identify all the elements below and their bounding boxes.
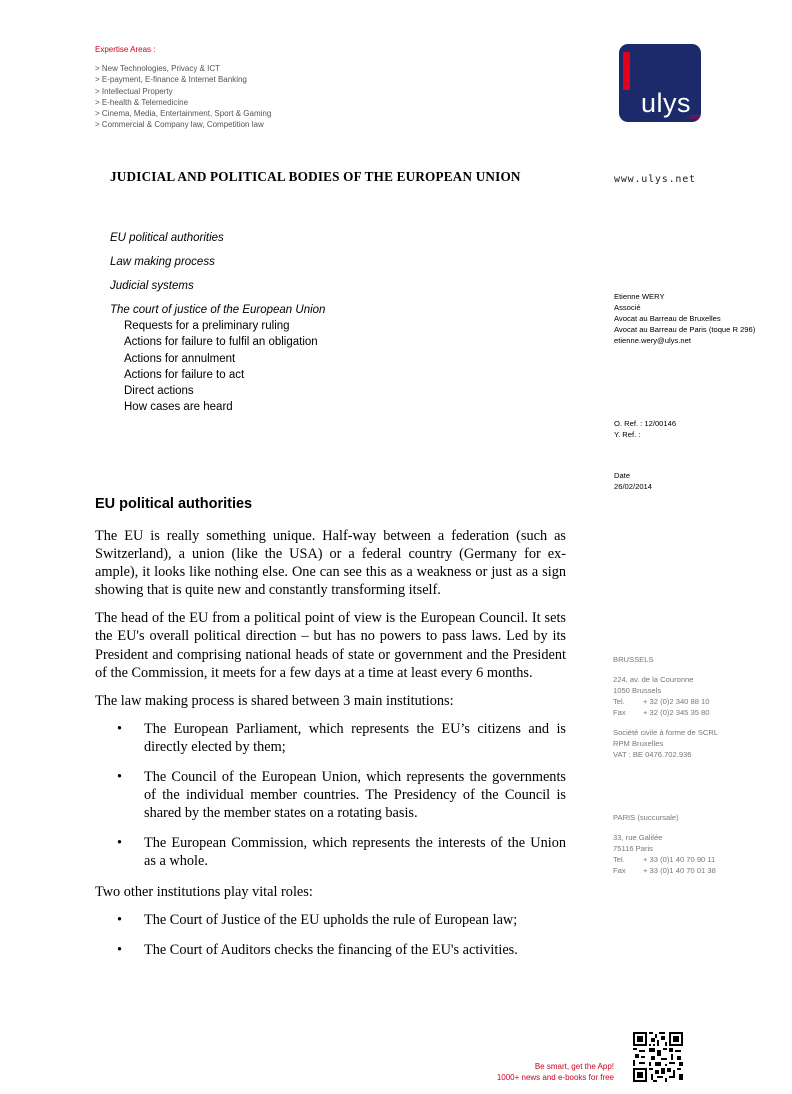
company-form: Société civile à forme de SCRL — [613, 728, 719, 737]
paragraph: Two other institutions play vital roles: — [95, 883, 313, 900]
section-heading: EU political authorities — [95, 496, 253, 512]
app-promo[interactable] — [497, 1061, 614, 1083]
logo-word: ulys — [641, 88, 692, 118]
expertise-title: Expertise Areas : — [95, 45, 156, 54]
office-address: 224, av. de la Couronne — [613, 675, 694, 684]
expertise-areas — [95, 44, 271, 130]
contact-role: Associé — [614, 303, 641, 312]
office-city: 75116 Paris — [613, 844, 653, 853]
tel-label: Tel. — [613, 697, 625, 706]
list-item: • The European Commission, which represents the interests of the Union as a whole. — [95, 834, 566, 870]
date-block — [614, 470, 652, 492]
toc-subitem[interactable]: Requests for a preliminary ruling — [124, 320, 290, 332]
office-fax — [613, 865, 716, 876]
fax-number: + 32 (0)2 345 35 80 — [643, 708, 710, 717]
expertise-item: > Intellectual Property — [95, 86, 173, 96]
our-reference: O. Ref. : 12/00146 — [614, 419, 677, 428]
brussels-office — [613, 654, 718, 760]
fax-label: Fax — [613, 866, 626, 875]
fax-number: + 33 (0)1 40 70 01 38 — [643, 866, 716, 875]
list-item: • The European Parliament, which represents the EU’s citizens and is directly elected by them; — [95, 720, 566, 756]
document-title: JUDICIAL AND POLITICAL BODIES OF THE EUROPEAN UNION — [110, 169, 521, 184]
toc-subitem[interactable]: Actions for annulment — [124, 352, 236, 365]
expertise-item: > New Technologies, Privacy & ICT — [95, 64, 221, 74]
toc-subitem[interactable]: How cases are heard — [124, 401, 233, 414]
office-address: 33, rue Galilée — [613, 833, 663, 842]
toc-item[interactable]: EU political authorities — [110, 232, 224, 244]
office-title: BRUSSELS — [613, 655, 654, 664]
other-institutions-list — [95, 911, 566, 959]
institutions-list — [95, 720, 566, 871]
logo-red-bar — [623, 52, 630, 90]
paris-office — [613, 812, 716, 876]
body-text — [95, 527, 566, 971]
contact-block — [614, 291, 755, 346]
date-value: 26/02/2014 — [614, 482, 653, 491]
toc-item[interactable]: Law making process — [110, 256, 215, 268]
contact-name: Etienne WERY — [614, 292, 665, 301]
list-item: • The Court of Auditors checks the financing of the EU's activities. — [95, 941, 566, 959]
tel-number: + 33 (0)1 40 70 90 11 — [643, 855, 716, 864]
ulys-logo — [619, 44, 701, 122]
list-item: • The Court of Justice of the EU upholds the rule of European law; — [95, 911, 566, 929]
company-vat: VAT : BE 0476.702.936 — [613, 750, 692, 759]
contact-bar-paris: Avocat au Barreau de Paris (toque R 296) — [614, 325, 756, 334]
office-tel — [613, 854, 716, 865]
promo-line: 1000+ news and e-books for free — [496, 1073, 614, 1082]
office-tel — [613, 696, 718, 707]
office-fax — [613, 707, 718, 718]
date-label: Date — [614, 471, 631, 480]
paragraph: The law making process is shared between 3 main institutions: — [95, 692, 454, 709]
list-item: • The Council of the European Union, which represents the governments of the individual member countries. The Presidency of the Council is shared by the member states on a rotating basis. — [95, 768, 566, 822]
contact-email[interactable]: etienne.wery@ulys.net — [614, 336, 691, 345]
qr-code-icon[interactable] — [633, 1032, 683, 1082]
fax-label: Fax — [613, 708, 626, 717]
paragraph: The head of the EU from a political point of view is the European Council. It sets the EU's overall political direction – but has no powers to pass laws. Led by its President and comprising national heads of state or government and the President of the Commission, it meets for a few days at a time at least every 6 months. — [95, 610, 566, 681]
logo-net: .net — [688, 114, 700, 121]
expertise-item: > E-payment, E-finance & Internet Banking — [95, 75, 247, 85]
toc-item[interactable]: The court of justice of the European Union — [110, 304, 326, 316]
contact-bar-brussels: Avocat au Barreau de Bruxelles — [614, 314, 721, 323]
toc-subitem[interactable]: Actions for failure to fulfil an obligation — [124, 336, 318, 349]
tel-number: + 32 (0)2 340 88 10 — [643, 697, 710, 706]
website-link[interactable]: www.ulys.net — [614, 174, 696, 185]
table-of-contents — [110, 230, 325, 416]
company-rpm: RPM Bruxelles — [613, 739, 664, 748]
toc-item[interactable]: Judicial systems — [110, 280, 194, 292]
expertise-item: > E-health & Telemedicine — [95, 97, 189, 107]
toc-subitem[interactable]: Direct actions — [124, 385, 194, 398]
tel-label: Tel. — [613, 855, 625, 864]
your-reference: Y. Ref. : — [614, 430, 641, 439]
expertise-item: > Cinema, Media, Entertainment, Sport & Gaming — [95, 109, 272, 119]
toc-subitem[interactable]: Actions for failure to act — [124, 368, 245, 381]
office-city: 1050 Brussels — [613, 686, 662, 695]
office-title: PARIS (succursale) — [613, 813, 679, 822]
paragraph: The EU is really something unique. Half-way between a federation (such as Switzerland), a union (like the USA) or a federal country (Germany for ex- ample), it looks like nothing else. One can see this as a weakness or just as a sign showing that is quite new and constantly transforming itself. — [95, 528, 566, 599]
promo-line: Be smart, get the App! — [534, 1062, 614, 1071]
expertise-item: > Commercial & Company law, Competition law — [95, 120, 264, 130]
reference-block — [614, 418, 676, 440]
